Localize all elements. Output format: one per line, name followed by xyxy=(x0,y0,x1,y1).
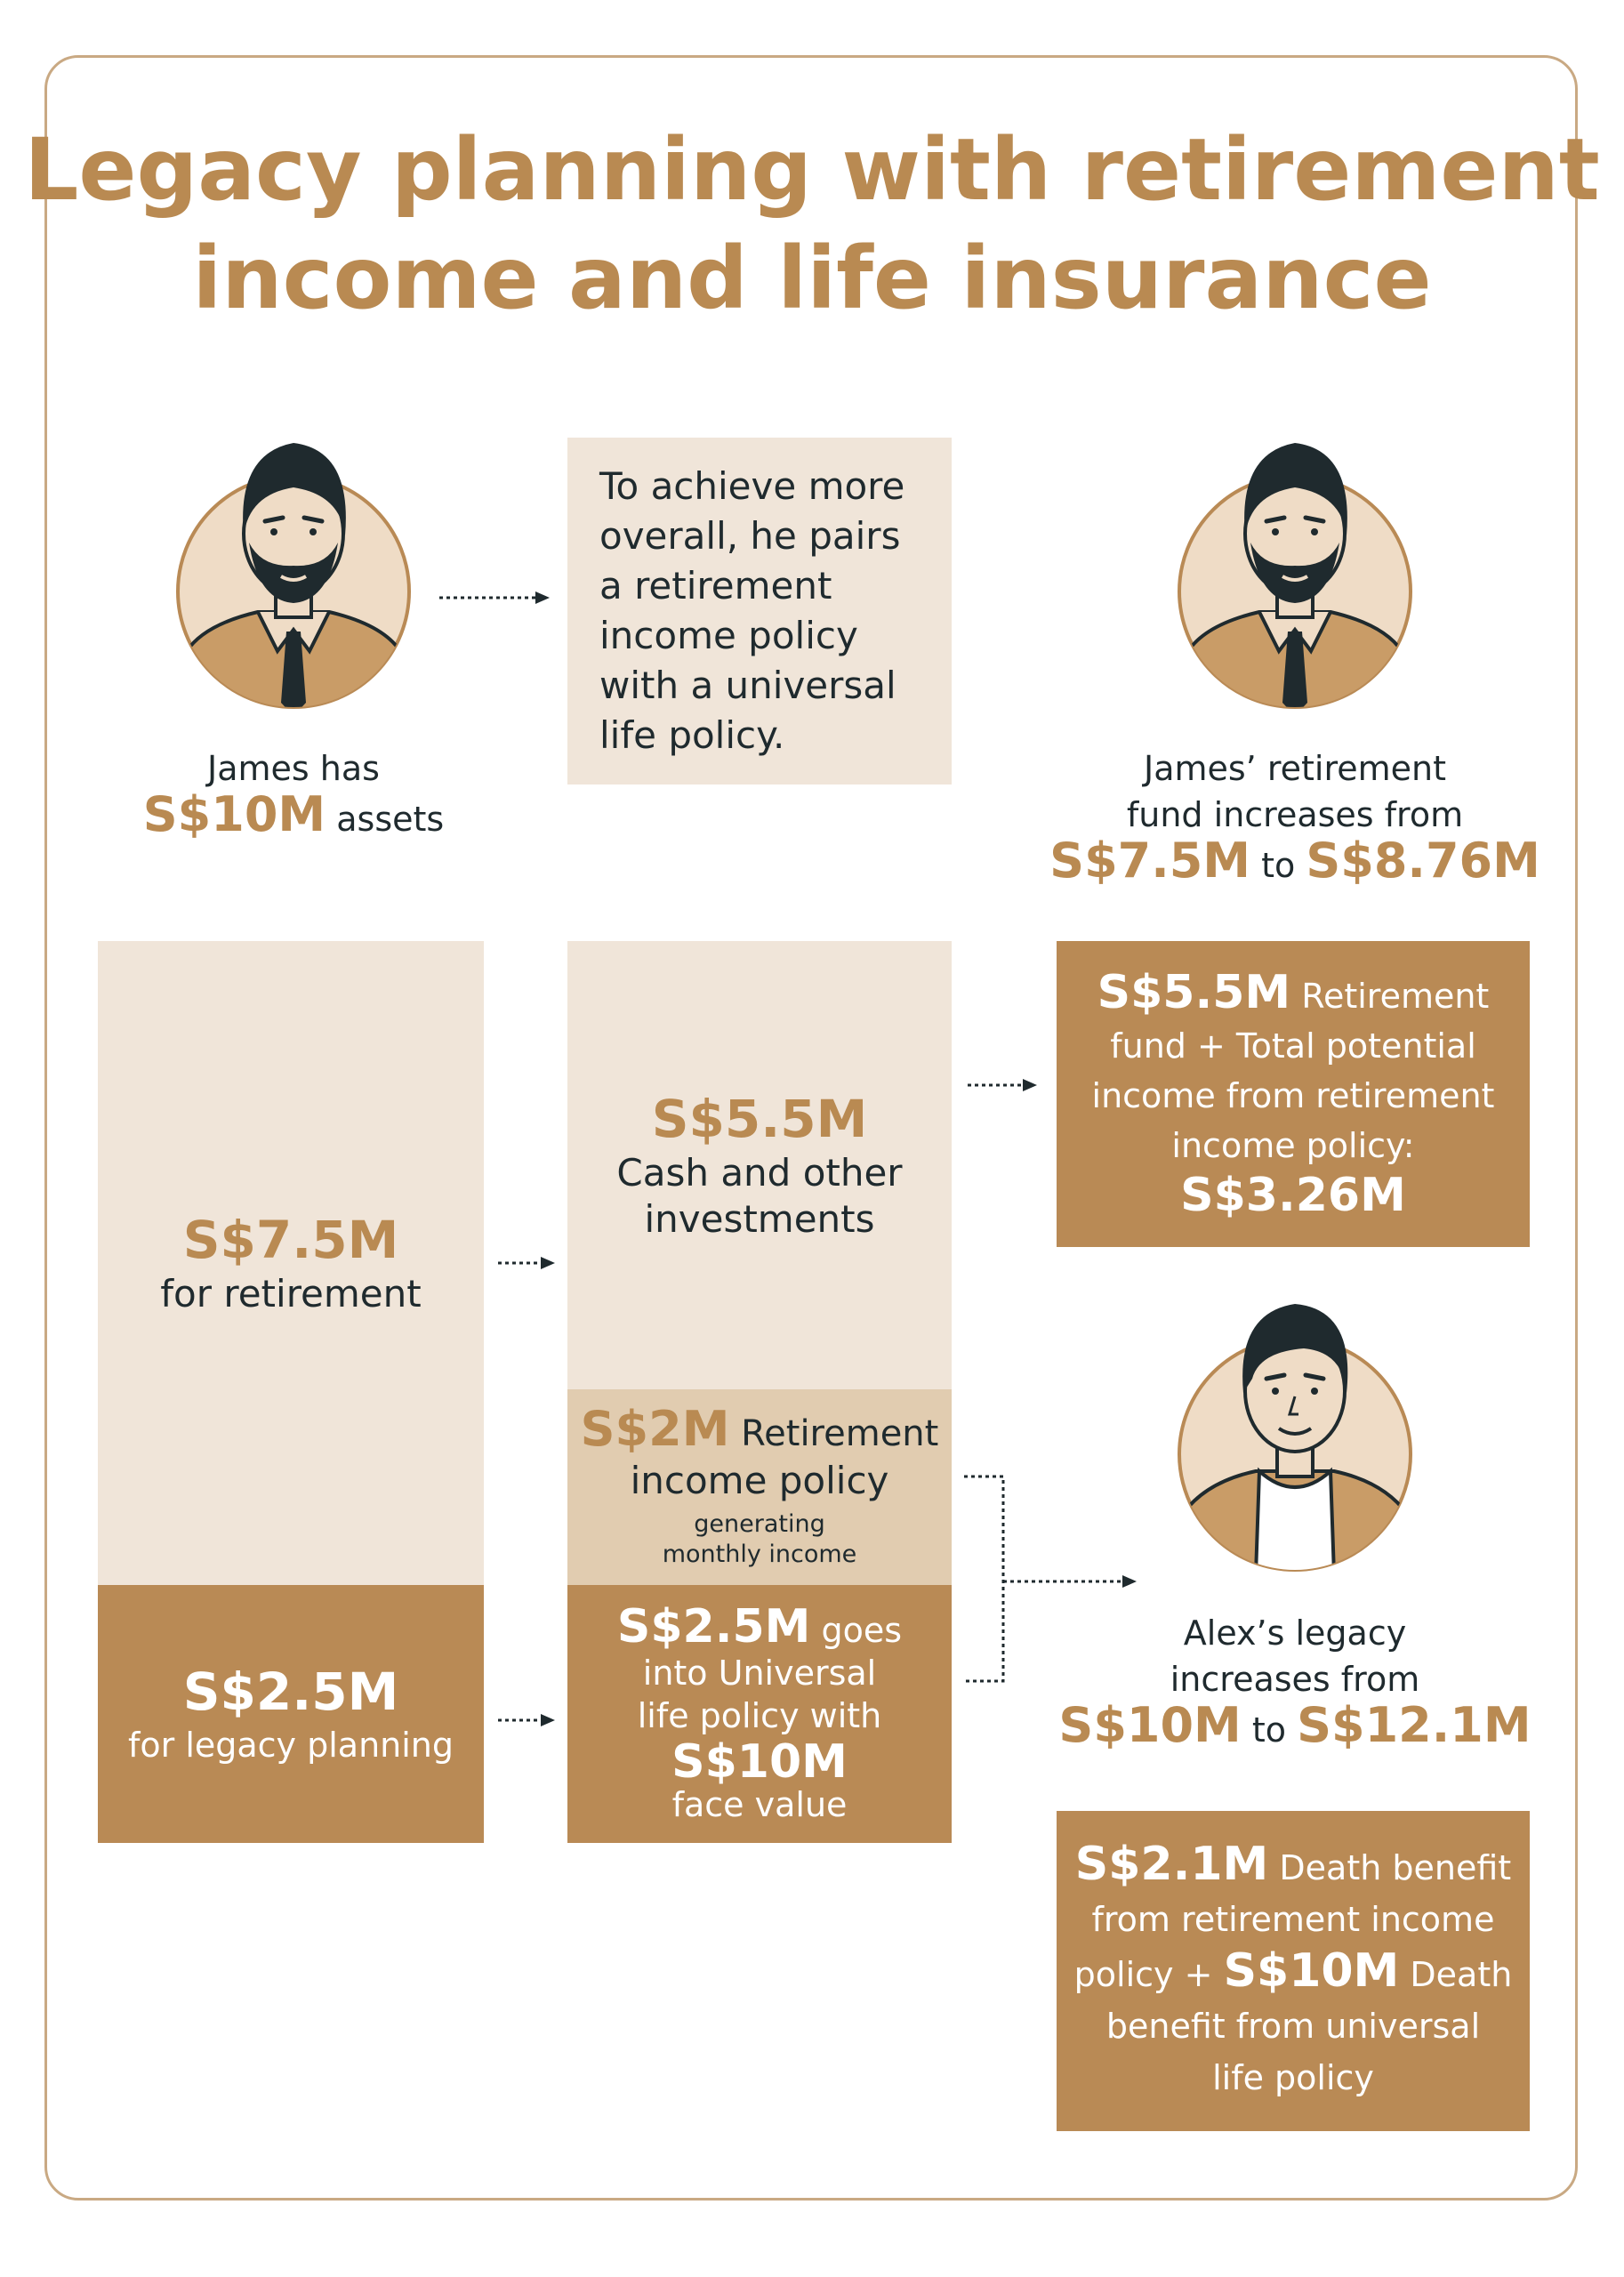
strategy-line-4: income policy xyxy=(599,614,858,657)
dotted-arrow-icon xyxy=(498,1254,560,1272)
strategy-line-3: a retirement xyxy=(599,564,832,607)
alex-legacy-line-2: increases from xyxy=(1170,1660,1420,1699)
title-line-1: Legacy planning with retirement xyxy=(24,120,1600,220)
cash-amount: S$5.5M xyxy=(651,1089,868,1149)
alex-legacy-to: S$12.1M xyxy=(1297,1697,1532,1753)
universal-life-policy-block xyxy=(567,1585,952,1843)
retirement-fund-caption xyxy=(1028,745,1562,889)
for-retirement-label: for retirement xyxy=(160,1272,422,1316)
retirement-total-value: S$3.26M xyxy=(1180,1169,1406,1222)
alex-avatar-icon xyxy=(1170,1281,1419,1574)
retirement-total-line-2: fund + Total potential xyxy=(1110,1026,1476,1066)
retirement-policy-line-2: income policy xyxy=(630,1458,889,1502)
retirement-policy-title-rest: Retirement xyxy=(741,1412,939,1454)
retirement-policy-note-2: monthly income xyxy=(662,1540,857,1568)
retirement-income-policy-block xyxy=(567,1389,952,1585)
strategy-line-1: To achieve more xyxy=(599,464,905,508)
retirement-fund-from: S$7.5M xyxy=(1049,833,1251,889)
james-avatar-icon xyxy=(1170,418,1419,712)
retirement-policy-note-1: generating xyxy=(694,1509,825,1538)
universal-policy-amount: S$2.5M xyxy=(616,1600,811,1653)
title-line-2: income and life insurance xyxy=(192,229,1432,328)
for-legacy-amount: S$2.5M xyxy=(182,1661,399,1722)
retirement-total-box xyxy=(1057,941,1530,1247)
alex-legacy-caption xyxy=(1028,1610,1562,1753)
universal-policy-rest-1: goes xyxy=(821,1611,903,1650)
retirement-total-rest-1: Retirement xyxy=(1301,977,1490,1016)
page-title xyxy=(0,116,1624,333)
dotted-arrow-icon xyxy=(498,1711,560,1729)
alex-legacy-to-word: to xyxy=(1251,1710,1287,1750)
dotted-arrow-icon xyxy=(968,1076,1044,1094)
universal-policy-line-2: into Universal xyxy=(642,1653,877,1693)
retirement-fund-to-word: to xyxy=(1261,846,1296,885)
cash-investments-block xyxy=(567,941,952,1389)
death-benefit-rest-3: Death xyxy=(1410,1955,1513,1994)
for-retirement-block xyxy=(98,941,484,1585)
cash-line-1: Cash and other xyxy=(616,1151,903,1195)
retirement-fund-to: S$8.76M xyxy=(1306,833,1540,889)
alex-legacy-line-1: Alex’s legacy xyxy=(1183,1613,1407,1653)
universal-policy-line-5: face value xyxy=(671,1785,848,1824)
for-legacy-label: for legacy planning xyxy=(127,1726,454,1765)
strategy-line-6: life policy. xyxy=(599,713,785,757)
death-benefit-amount-2: S$10M xyxy=(1223,1944,1400,1998)
james-assets-suffix: assets xyxy=(336,800,445,839)
strategy-line-2: overall, he pairs xyxy=(599,514,901,558)
james-assets-amount: S$10M xyxy=(142,786,326,842)
alex-legacy-from: S$10M xyxy=(1058,1697,1242,1753)
for-legacy-block xyxy=(98,1585,484,1843)
james-assets-caption xyxy=(116,745,471,842)
retirement-total-line-3: income from retirement xyxy=(1091,1076,1495,1115)
death-benefit-box xyxy=(1057,1811,1530,2131)
retirement-total-amount: S$5.5M xyxy=(1097,966,1291,1019)
universal-policy-line-3: life policy with xyxy=(637,1696,882,1735)
james-avatar-icon xyxy=(169,418,418,712)
retirement-total-line-4: income policy: xyxy=(1171,1126,1415,1165)
universal-policy-face-amount: S$10M xyxy=(671,1735,848,1789)
retirement-fund-line-2: fund increases from xyxy=(1126,795,1464,834)
cash-line-2: investments xyxy=(644,1197,875,1241)
strategy-line-5: with a universal xyxy=(599,664,896,707)
death-benefit-policy-word: policy + xyxy=(1073,1955,1213,1994)
death-benefit-rest-1: Death benefit xyxy=(1279,1848,1512,1887)
death-benefit-line-5: life policy xyxy=(1212,2058,1374,2097)
strategy-box xyxy=(567,438,952,784)
james-has-text: James has xyxy=(207,749,380,788)
dotted-arrow-icon xyxy=(439,589,555,607)
retirement-policy-amount: S$2M xyxy=(580,1400,730,1457)
death-benefit-amount-1: S$2.1M xyxy=(1074,1838,1269,1891)
death-benefit-line-4: benefit from universal xyxy=(1105,2007,1481,2046)
death-benefit-line-2: from retirement income xyxy=(1091,1900,1495,1939)
retirement-fund-line-1: James’ retirement xyxy=(1143,749,1446,788)
for-retirement-amount: S$7.5M xyxy=(182,1210,399,1270)
